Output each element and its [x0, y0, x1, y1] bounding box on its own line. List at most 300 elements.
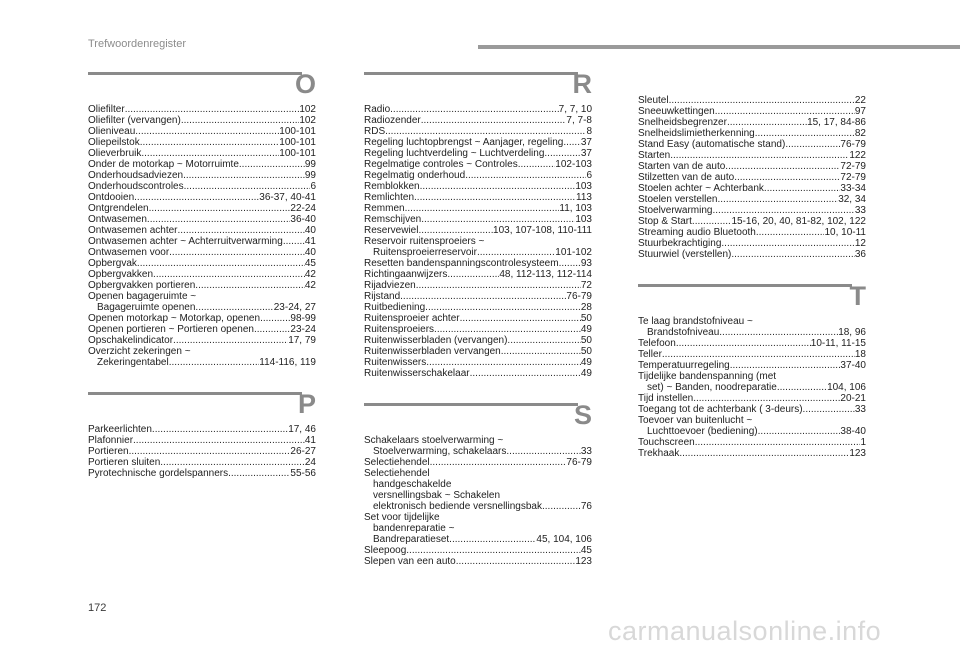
index-entry-row: [88, 203, 316, 214]
index-entry-pages: 122: [849, 150, 866, 161]
index-entry-label: Ruitbediening: [364, 302, 426, 313]
index-entry-pages: 17, 79: [288, 335, 316, 346]
index-entry-label: Sleepoog: [364, 545, 407, 556]
index-entry-row: [88, 258, 316, 269]
index-entry[interactable]: [88, 324, 316, 335]
dot-leader: [447, 269, 499, 280]
dot-leader: [477, 247, 555, 258]
dot-leader: [693, 393, 840, 404]
index-entry-row: [364, 357, 592, 368]
index-entry-pages: 72-79: [840, 161, 866, 172]
index-column-3: [638, 95, 866, 459]
index-entry-label: Remblokken: [364, 181, 420, 192]
index-entry[interactable]: [364, 269, 592, 280]
index-entry-row: [364, 247, 592, 258]
index-entry-pages: 26-27: [290, 446, 316, 457]
index-entry-row: [88, 115, 316, 126]
index-entry-row: [364, 225, 592, 236]
index-entry-pages: 72: [580, 280, 592, 291]
index-entry[interactable]: [638, 172, 866, 183]
index-entry-label: Ontgrendelen: [88, 203, 149, 214]
dot-leader: [134, 192, 259, 203]
index-entry-row: [638, 327, 866, 338]
index-entry-label: Plafonnier: [88, 435, 134, 446]
index-entry[interactable]: [364, 137, 592, 148]
section-letter: R: [572, 69, 592, 99]
index-entry-row: [638, 150, 866, 161]
index-entry-row: [364, 291, 592, 302]
dot-leader: [135, 126, 279, 137]
index-entry[interactable]: [638, 161, 866, 172]
index-entry-row: [638, 404, 866, 415]
dot-leader: [542, 501, 581, 512]
index-entry[interactable]: [638, 404, 866, 415]
index-entry-pages: 99: [304, 170, 316, 181]
index-entry-pages: 45: [304, 258, 316, 269]
index-entry[interactable]: [364, 512, 592, 545]
dot-leader: [544, 148, 580, 159]
index-entry-label: Snelheidsbegrenzer: [638, 117, 727, 128]
index-entry[interactable]: [364, 192, 592, 203]
index-entry-label: Ontwasemen achter ~ Achterruitverwarming: [88, 236, 283, 247]
index-entry-label: Bagageruimte openen: [97, 302, 196, 313]
index-entry-pages: 102-103: [555, 159, 592, 170]
dot-leader: [506, 446, 580, 457]
index-entry-pages: 28: [580, 302, 592, 313]
index-entry[interactable]: [88, 258, 316, 269]
index-entry[interactable]: [88, 126, 316, 137]
index-entry-line: Tijdelijke bandenspanning (met: [638, 371, 777, 382]
index-entry[interactable]: [364, 148, 592, 159]
index-entry-label: Brandstofniveau: [647, 327, 720, 338]
index-entry[interactable]: [364, 126, 592, 137]
index-entry[interactable]: [88, 446, 316, 457]
index-entry[interactable]: [364, 457, 592, 468]
index-entry-pages: 45, 104, 106: [536, 534, 592, 545]
dot-leader: [449, 534, 536, 545]
index-entry-pages: 103, 107-108, 110-111: [493, 225, 592, 236]
section-letter: O: [294, 69, 316, 99]
section-heading-p: [88, 390, 316, 424]
dot-leader: [456, 556, 576, 567]
dot-leader: [406, 545, 581, 556]
dot-leader: [758, 426, 841, 437]
index-entry[interactable]: [88, 236, 316, 247]
index-entry-label: Trekhaak: [638, 448, 680, 459]
index-entry-pages: 32, 34: [838, 194, 866, 205]
index-entry[interactable]: [638, 205, 866, 216]
index-entry-row: [88, 247, 316, 258]
index-entry-label: Touchscreen: [638, 437, 695, 448]
index-entry[interactable]: [638, 448, 866, 459]
index-entry-line: Reservoir ruitensproeiers ~: [364, 236, 485, 247]
index-entry-pages: 10-11, 11-15: [810, 338, 866, 349]
index-entry-label: Ontdooien: [88, 192, 135, 203]
dot-leader: [470, 368, 581, 379]
watermark: carmanualsonline.info: [608, 616, 882, 646]
index-entry-pages: 102: [299, 104, 316, 115]
dot-leader: [147, 214, 291, 225]
index-entry-row: [364, 203, 592, 214]
index-entry-label: RDS: [364, 126, 386, 137]
index-entry[interactable]: [364, 357, 592, 368]
index-entry[interactable]: [364, 302, 592, 313]
index-entry-pages: 82: [854, 128, 866, 139]
index-entry-pages: 40: [304, 247, 316, 258]
section-letter: S: [573, 400, 592, 430]
page-header-title: Trefwoordenregister: [88, 38, 187, 50]
index-entry-pages: 76: [580, 501, 592, 512]
index-entry[interactable]: [364, 170, 592, 181]
index-entry[interactable]: [638, 360, 866, 371]
index-entry-line: Openen bagageruimte ~: [88, 291, 197, 302]
index-entry-pages: 20-21: [840, 393, 866, 404]
index-entry-label: Slepen van een auto: [364, 556, 456, 567]
index-entry-row: [364, 368, 592, 379]
dot-leader: [178, 225, 305, 236]
index-entry-label: Regeling luchtverdeling ~ Luchtverdeling: [364, 148, 545, 159]
index-entry[interactable]: [364, 368, 592, 379]
dot-leader: [160, 457, 305, 468]
index-entry-pages: 33: [854, 404, 866, 415]
index-entry[interactable]: [364, 291, 592, 302]
index-entry-label: Opschakelindicator: [88, 335, 174, 346]
index-entry[interactable]: [638, 238, 866, 249]
index-entry-label: Oliefilter (vervangen): [88, 115, 181, 126]
dot-leader: [460, 313, 581, 324]
index-entry-row: [638, 426, 866, 437]
index-entry-row: [364, 214, 592, 225]
index-entry[interactable]: [364, 203, 592, 214]
index-entry[interactable]: [88, 247, 316, 258]
index-entry[interactable]: [88, 435, 316, 446]
index-entry-pages: 8: [586, 126, 592, 137]
index-entry[interactable]: [638, 316, 866, 338]
index-entry-pages: 76-79: [566, 291, 592, 302]
index-entry-pages: 114-116, 119: [259, 357, 316, 368]
index-entry-pages: 22: [854, 95, 866, 106]
index-entry[interactable]: [364, 335, 592, 346]
index-entry-label: Pyrotechnische gordelspanners: [88, 468, 229, 479]
index-entry[interactable]: [88, 159, 316, 170]
index-entry-pages: 113: [576, 192, 592, 203]
index-entry-pages: 18, 96: [838, 327, 866, 338]
index-entry-row: [638, 161, 866, 172]
index-entry-pages: 41: [304, 435, 316, 446]
section-rule: [364, 403, 578, 406]
index-entry[interactable]: [364, 214, 592, 225]
index-entry[interactable]: [88, 214, 316, 225]
dot-leader: [420, 181, 576, 192]
index-entry-line: handgeschakelde: [373, 479, 452, 490]
index-entry-row: [364, 302, 592, 313]
index-entry-pages: 100-101: [279, 126, 316, 137]
index-entry-pages: 42: [304, 269, 316, 280]
index-entry[interactable]: [638, 128, 866, 139]
index-entry-line: versnellingsbak ~ Schakelen: [373, 490, 501, 501]
index-entry[interactable]: [88, 148, 316, 159]
index-entry[interactable]: [88, 280, 316, 291]
dot-leader: [149, 203, 291, 214]
index-entry[interactable]: [364, 159, 592, 170]
dot-leader: [390, 104, 559, 115]
index-entry-label: Ruitensproeiers: [364, 324, 435, 335]
dot-leader: [228, 468, 290, 479]
index-entry[interactable]: [638, 95, 866, 106]
dot-leader: [719, 327, 838, 338]
index-entry-label: Ruitensproeierreservoir: [373, 247, 477, 258]
dot-leader: [418, 225, 493, 236]
index-entry-row: [364, 126, 592, 137]
index-entry[interactable]: [638, 249, 866, 260]
index-entry-pages: 41: [304, 236, 316, 247]
index-entry-label: Stuurbekrachtiging: [638, 238, 722, 249]
index-entry-line: Toevoer van buitenlucht ~: [638, 415, 753, 426]
index-entry-label: Temperatuurregeling: [638, 360, 730, 371]
index-entry-label: Stoelverwarming, schakelaars: [373, 446, 507, 457]
dot-leader: [777, 382, 827, 393]
dot-leader: [153, 269, 305, 280]
index-entry-label: Ruitenwisserbladen (vervangen): [364, 335, 508, 346]
index-entry-row: [88, 214, 316, 225]
index-entry[interactable]: [638, 194, 866, 205]
index-entry-label: Toegang tot de achterbank ( 3-deurs): [638, 404, 803, 415]
index-entry-row: [638, 448, 866, 459]
section-letter: T: [849, 281, 866, 311]
index-entry-label: Streaming audio Bluetooth: [638, 227, 756, 238]
page-number: 172: [88, 602, 107, 614]
index-entry-row: [638, 216, 866, 227]
index-entry[interactable]: [638, 227, 866, 238]
index-entry-pages: 50: [580, 346, 592, 357]
index-entry-label: Richtingaanwijzers: [364, 269, 448, 280]
dot-leader: [169, 357, 260, 368]
index-entry-row: [88, 148, 316, 159]
index-entry-label: Regelmatige controles ~ Controles: [364, 159, 518, 170]
index-entry-label: Stoelen achter ~ Achterbank: [638, 183, 764, 194]
dot-leader: [670, 150, 849, 161]
index-entry[interactable]: [364, 225, 592, 236]
index-entry-row: [364, 534, 592, 545]
index-entry-pages: 10, 10-11: [824, 227, 866, 238]
index-entry-pages: 36: [854, 249, 866, 260]
index-entry[interactable]: [638, 393, 866, 404]
index-entry-label: Remmen: [364, 203, 405, 214]
index-entry-row: [638, 437, 866, 448]
index-entry-label: Radio: [364, 104, 391, 115]
index-entry-pages: 33: [580, 446, 592, 457]
index-entry-pages: 123: [575, 556, 592, 567]
dot-leader: [692, 216, 732, 227]
dot-leader: [254, 324, 290, 335]
index-entry-row: [88, 468, 316, 479]
dot-leader: [414, 192, 576, 203]
index-entry[interactable]: [364, 346, 592, 357]
index-entry-row: [88, 137, 316, 148]
index-entry[interactable]: [88, 225, 316, 236]
index-entry-pages: 17, 46: [288, 424, 316, 435]
index-entry-row: [364, 280, 592, 291]
index-entry[interactable]: [638, 338, 866, 349]
index-entry-row: [88, 159, 316, 170]
index-entry[interactable]: [88, 424, 316, 435]
index-entry-label: Opbergvak: [88, 258, 137, 269]
index-entry-label: Regelmatig onderhoud: [364, 170, 466, 181]
index-entry[interactable]: [88, 115, 316, 126]
index-entry[interactable]: [364, 313, 592, 324]
index-entry-pages: 36-40: [290, 214, 316, 225]
index-entry-label: Rijadviezen: [364, 280, 416, 291]
index-entry[interactable]: [364, 115, 592, 126]
dot-leader: [239, 159, 305, 170]
index-entry[interactable]: [88, 269, 316, 280]
index-entry-pages: 23-24, 27: [273, 302, 316, 313]
index-entry-label: Stand Easy (automatische stand): [638, 139, 786, 150]
index-entry-row: [638, 117, 866, 128]
index-entry-label: Portieren: [88, 446, 129, 457]
dot-leader: [421, 214, 575, 225]
index-entry-row: [364, 181, 592, 192]
index-entry[interactable]: [88, 192, 316, 203]
index-entry-pages: 50: [580, 335, 592, 346]
index-entry[interactable]: [638, 150, 866, 161]
dot-leader: [695, 437, 861, 448]
index-entry-row: [364, 346, 592, 357]
index-entry-label: Snelheidslimietherkenning: [638, 128, 755, 139]
index-entry[interactable]: [88, 170, 316, 181]
index-entry-pages: 100-101: [279, 148, 316, 159]
index-entry-label: Olieniveau: [88, 126, 136, 137]
index-entry-line: Te laag brandstofniveau ~: [638, 316, 753, 327]
index-entry-label: Ruitenwisserbladen vervangen: [364, 346, 501, 357]
dot-leader: [756, 227, 825, 238]
index-entry[interactable]: [364, 280, 592, 291]
index-entry-row: [638, 393, 866, 404]
index-entry-label: Ruitensproeier achter: [364, 313, 460, 324]
index-entry-pages: 37-40: [840, 360, 866, 371]
index-entry[interactable]: [638, 415, 866, 437]
index-entry-label: elektronisch bediende versnellingsbak: [373, 501, 542, 512]
index-entry-line: Selectiehendel: [364, 468, 430, 479]
index-entry-line: bandenreparatie ~: [373, 523, 455, 534]
index-entry[interactable]: [638, 139, 866, 150]
index-entry-row: [638, 227, 866, 238]
dot-leader: [152, 424, 288, 435]
index-entry-row: [638, 249, 866, 260]
index-entry-label: Starten: [638, 150, 671, 161]
index-entry[interactable]: [364, 236, 592, 258]
index-entry[interactable]: [638, 437, 866, 448]
index-entry-label: Openen portieren ~ Portieren openen: [88, 324, 254, 335]
index-entry[interactable]: [364, 104, 592, 115]
index-entry-pages: 101-102: [555, 247, 592, 258]
index-entry-label: Bandreparatieset: [373, 534, 450, 545]
index-entry[interactable]: [638, 117, 866, 128]
index-entry[interactable]: [364, 181, 592, 192]
index-entry[interactable]: [364, 435, 592, 457]
index-entry-pages: 37: [580, 137, 592, 148]
index-entry-pages: 33-34: [840, 183, 866, 194]
index-entry-line: Set voor tijdelijke: [364, 512, 440, 523]
dot-leader: [715, 106, 855, 117]
index-entry-label: Tijd instellen: [638, 393, 694, 404]
index-entry-row: [364, 170, 592, 181]
index-entry[interactable]: [88, 468, 316, 479]
index-entry-pages: 42: [304, 280, 316, 291]
dot-leader: [133, 435, 305, 446]
dot-leader: [169, 247, 305, 258]
index-entry-pages: 24: [304, 457, 316, 468]
section-gap: [638, 260, 866, 282]
index-entry[interactable]: [364, 258, 592, 269]
index-entry-label: Stop & Start: [638, 216, 692, 227]
index-entry-label: Parkeerlichten: [88, 424, 152, 435]
index-entry-row: [364, 137, 592, 148]
index-entry-row: [88, 126, 316, 137]
index-entry-label: Ontwasemen achter: [88, 225, 178, 236]
index-entry[interactable]: [88, 335, 316, 346]
index-entry-label: Resetten bandenspanningscontrolesysteem: [364, 258, 559, 269]
index-entry-pages: 49: [580, 324, 592, 335]
index-entry[interactable]: [88, 313, 316, 324]
index-entry-label: Regeling luchtopbrengst ~ Aanjager, regeling: [364, 137, 564, 148]
index-entry[interactable]: [638, 216, 866, 227]
index-entry[interactable]: [638, 349, 866, 360]
index-entry[interactable]: [88, 346, 316, 368]
index-entry[interactable]: [638, 106, 866, 117]
index-entry[interactable]: [88, 104, 316, 115]
index-entry-label: Olieverbruik: [88, 148, 142, 159]
index-entry[interactable]: [364, 556, 592, 567]
index-entry[interactable]: [638, 371, 866, 393]
index-entry-row: [638, 382, 866, 393]
dot-leader: [283, 236, 305, 247]
index-entry[interactable]: [88, 457, 316, 468]
index-entry[interactable]: [638, 183, 866, 194]
index-entry[interactable]: [88, 137, 316, 148]
index-entry[interactable]: [88, 181, 316, 192]
index-entry-pages: 48, 112-113, 112-114: [499, 269, 592, 280]
section-rule: [88, 392, 302, 395]
index-entry-row: [638, 338, 866, 349]
index-entry[interactable]: [88, 203, 316, 214]
index-entry[interactable]: [364, 545, 592, 556]
index-entry-pages: 100-101: [279, 137, 316, 148]
header-rule: [478, 45, 960, 49]
dot-leader: [764, 183, 841, 194]
index-entry-row: [638, 139, 866, 150]
index-entry-row: [364, 457, 592, 468]
index-entry-row: [364, 446, 592, 457]
index-entry[interactable]: [364, 324, 592, 335]
dot-leader: [518, 159, 556, 170]
section-heading-r: [364, 70, 592, 104]
index-entry-row: [364, 192, 592, 203]
section-gap: [364, 379, 592, 401]
index-entry[interactable]: [88, 291, 316, 313]
index-entry[interactable]: [364, 468, 592, 512]
index-entry-row: [364, 269, 592, 280]
index-entry-row: [88, 269, 316, 280]
dot-leader: [563, 137, 581, 148]
index-entry-label: Teller: [638, 349, 662, 360]
dot-leader: [140, 137, 280, 148]
dot-leader: [416, 280, 581, 291]
dot-leader: [195, 280, 305, 291]
index-entry-pages: 72-79: [840, 172, 866, 183]
index-entry-row: [638, 95, 866, 106]
index-entry-row: [88, 225, 316, 236]
